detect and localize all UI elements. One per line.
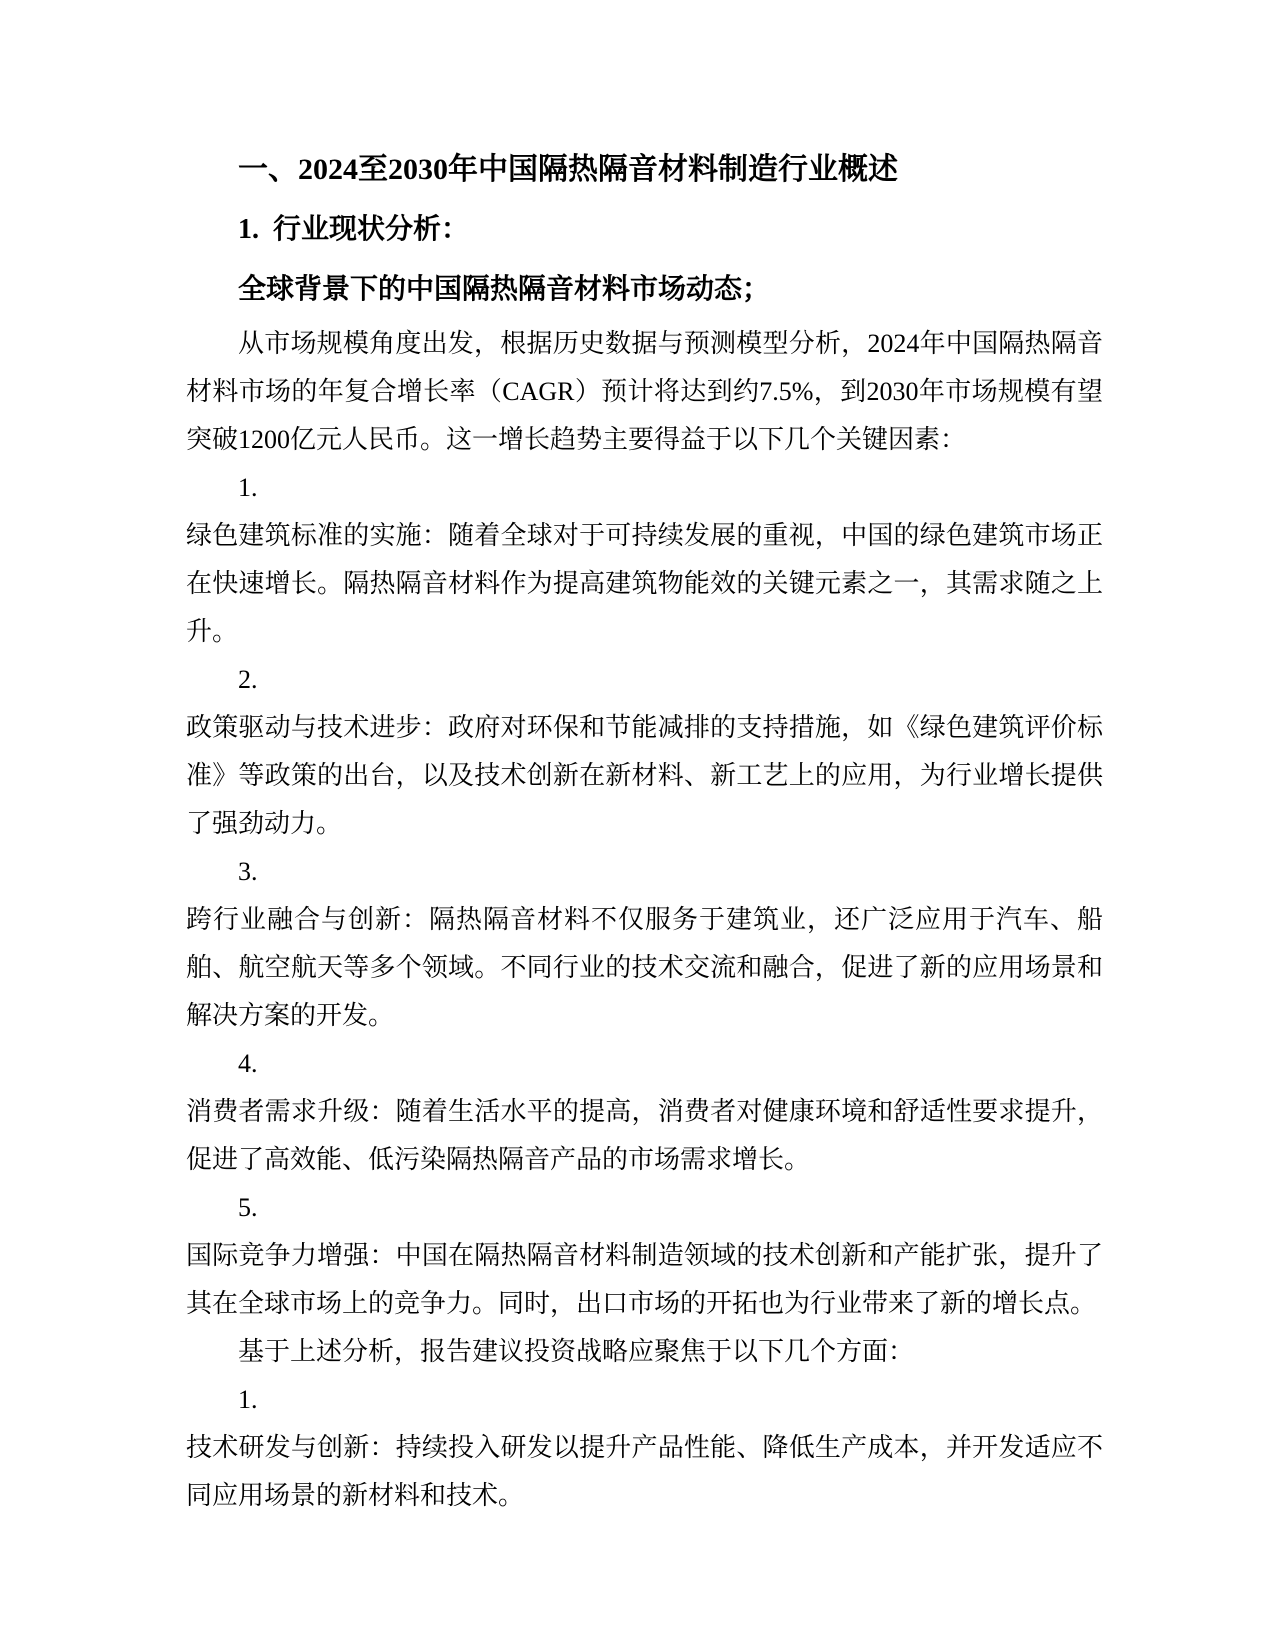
- paragraph-factor-cross-industry: 跨行业融合与创新：隔热隔音材料不仅服务于建筑业，还广泛应用于汽车、船舶、航空航天等多个领域。不同行业的技术交流和融合，促进了新的应用场景和解决方案的开发。: [186, 905, 1103, 1030]
- section-heading-industry-status: 1. 行业现状分析：: [238, 214, 470, 245]
- factor-number: 4.: [238, 1049, 258, 1078]
- paragraph-factor-international-competitiveness: 国际竞争力增强：中国在隔热隔音材料制造领域的技术创新和产能扩张，提升了其在全球市场上的竞争力。同时，出口市场的开拓也为行业带来了新的增长点。: [186, 1241, 1103, 1318]
- factor-number: 1.: [238, 473, 258, 502]
- factor-number: 3.: [238, 857, 258, 886]
- paragraph-investment-strategy-intro: 基于上述分析，报告建议投资战略应聚焦于以下几个方面：: [238, 1337, 915, 1366]
- factor-number: 2.: [238, 665, 258, 694]
- factor-number: 5.: [238, 1193, 258, 1222]
- doc-title: 一、2024至2030年中国隔热隔音材料制造行业概述: [238, 153, 898, 186]
- paragraph-market-size-intro: 从市场规模角度出发，根据历史数据与预测模型分析，2024年中国隔热隔音材料市场的年复合增长率（CAGR）预计将达到约7.5%，到2030年市场规模有望突破1200亿元人民币。这一增长趋势主要得益于以下几个关键因素：: [186, 329, 1103, 454]
- subsection-heading-market-dynamics: 全球背景下的中国隔热隔音材料市场动态；: [238, 274, 771, 305]
- paragraph-factor-green-building: 绿色建筑标准的实施：随着全球对于可持续发展的重视，中国的绿色建筑市场正在快速增长。隔热隔音材料作为提高建筑物能效的关键元素之一，其需求随之上升。: [186, 521, 1103, 646]
- paragraph-factor-consumer-demand: 消费者需求升级：随着生活水平的提高，消费者对健康环境和舒适性要求提升，促进了高效能、低污染隔热隔音产品的市场需求增长。: [186, 1097, 1103, 1174]
- paragraph-strategy-rd-innovation: 技术研发与创新：持续投入研发以提升产品性能、降低生产成本，并开发适应不同应用场景的新材料和技术。: [186, 1433, 1103, 1510]
- paragraph-factor-policy-technology: 政策驱动与技术进步：政府对环保和节能减排的支持措施，如《绿色建筑评价标准》等政策的出台，以及技术创新在新材料、新工艺上的应用，为行业增长提供了强劲动力。: [186, 713, 1103, 838]
- strategy-number: 1.: [238, 1385, 258, 1414]
